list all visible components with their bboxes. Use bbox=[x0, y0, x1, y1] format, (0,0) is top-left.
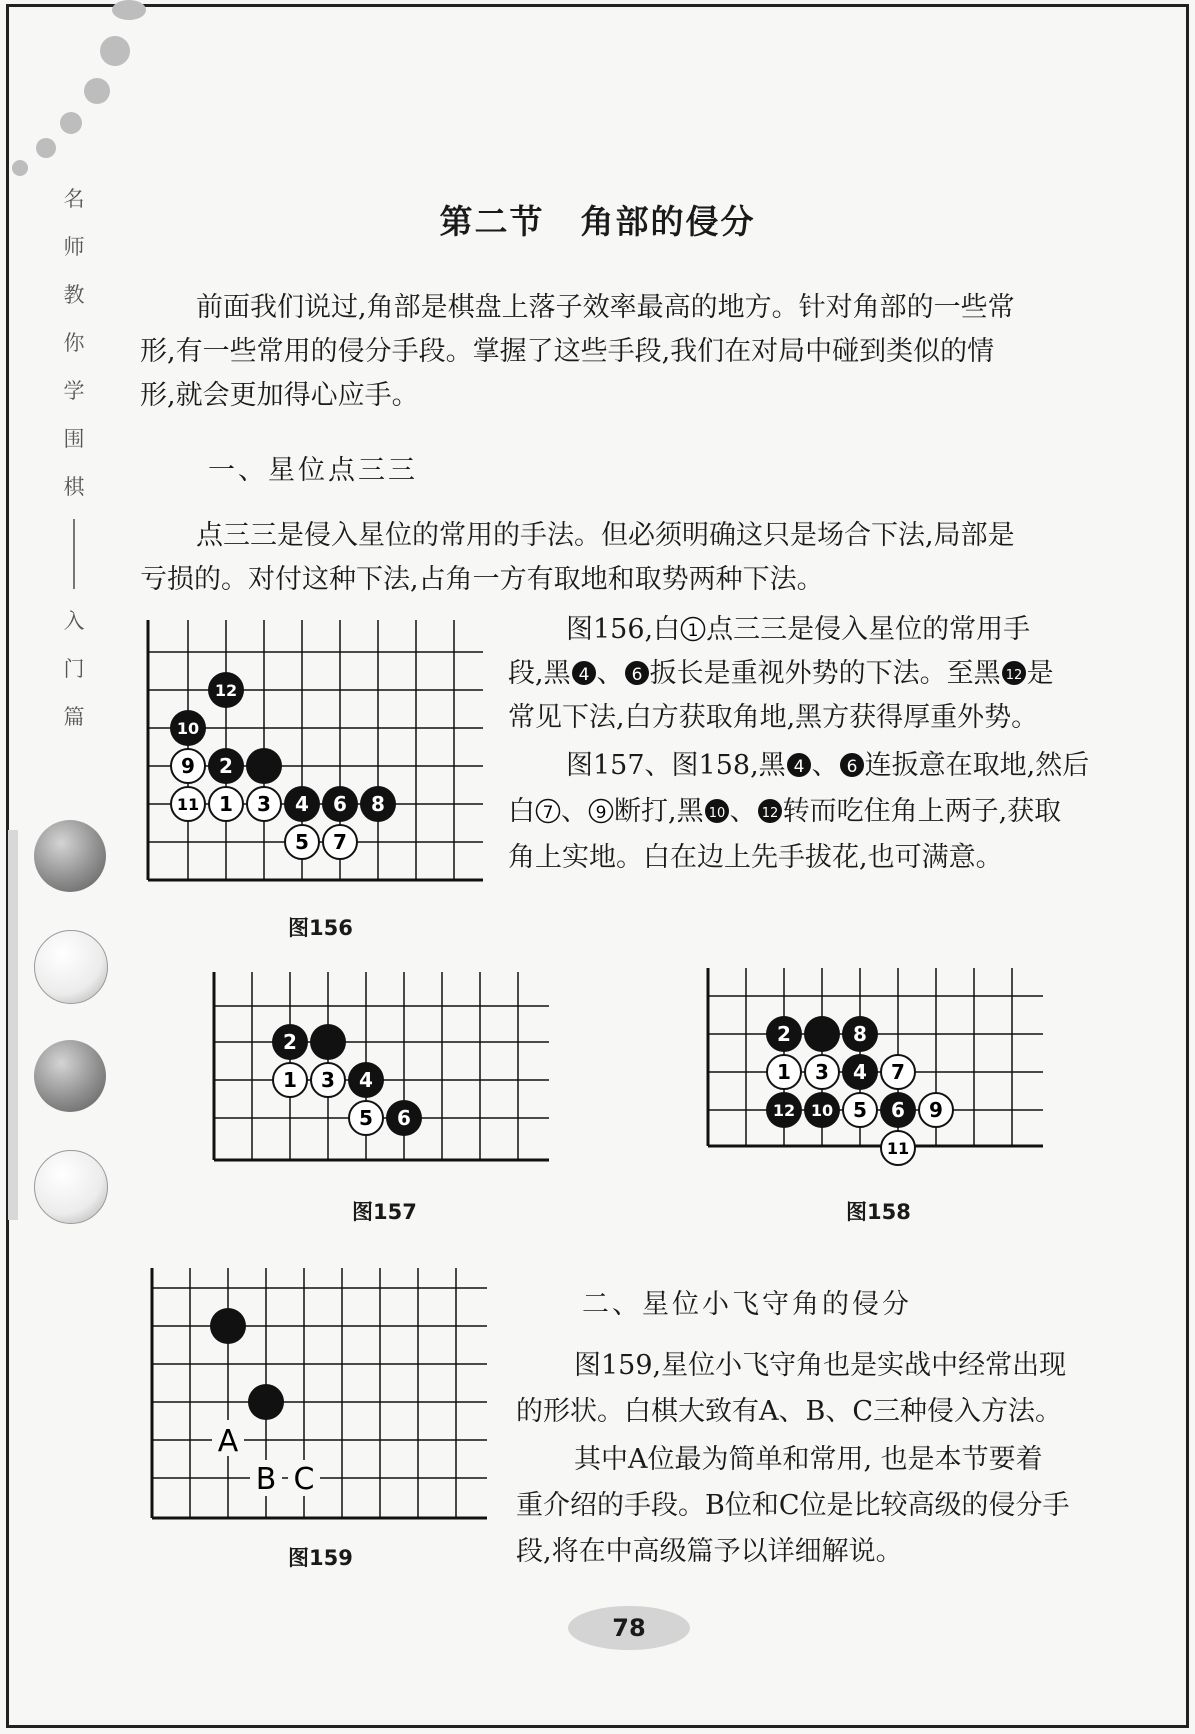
inline-stone-number: 1 bbox=[687, 621, 699, 641]
para-fig156-line: 段,黑 4 、 6 扳长是重视外势的下法。至黑 12 是 bbox=[508, 658, 1054, 689]
stone-label: 9 bbox=[181, 754, 195, 778]
stone-label: 10 bbox=[810, 1101, 834, 1120]
decorative-gray-stone bbox=[34, 1040, 106, 1112]
go-diagram-fig158 bbox=[708, 968, 1048, 1168]
decorative-white-stone bbox=[34, 1150, 108, 1224]
stone-label: 5 bbox=[359, 1106, 373, 1130]
stone-label: 2 bbox=[777, 1022, 791, 1046]
stone bbox=[348, 1062, 384, 1098]
go-diagram-fig156 bbox=[148, 620, 488, 882]
stone bbox=[880, 1092, 916, 1128]
stone-label: 4 bbox=[853, 1060, 867, 1084]
para-fig156-line: 图156,白 1 点三三是侵入星位的常用手 bbox=[566, 614, 1031, 645]
para-fig156-line: 常见下法,白方获取角地,黑方获得厚重外势。 bbox=[508, 702, 1039, 733]
figure-caption: 图159 bbox=[288, 1546, 353, 1570]
stone-label: 11 bbox=[176, 795, 200, 814]
stone bbox=[804, 1092, 840, 1128]
inline-stone-number: 10 bbox=[708, 806, 725, 821]
stone bbox=[284, 786, 320, 822]
intro-line: 形,就会更加得心应手。 bbox=[140, 380, 419, 411]
stone bbox=[386, 1100, 422, 1136]
spine-char: 棋 bbox=[63, 475, 85, 499]
para-fig157-line: 白 7 、 9 断打,黑 10 、 12 转而吃住角上两子,获取 bbox=[508, 796, 1062, 827]
stone bbox=[311, 1063, 345, 1097]
spine-char: 你 bbox=[63, 331, 85, 355]
stone bbox=[881, 1055, 915, 1089]
go-diagram-fig159 bbox=[152, 1268, 492, 1520]
stone-label: 7 bbox=[891, 1060, 905, 1084]
para-line: 重介绍的手段。B位和C位是比较高级的侵分手 bbox=[516, 1490, 1070, 1521]
book-spine-title bbox=[56, 175, 92, 741]
spine-char: 学 bbox=[63, 379, 85, 403]
stone bbox=[171, 749, 205, 783]
stone bbox=[209, 787, 243, 821]
stone bbox=[310, 1024, 346, 1060]
stone bbox=[766, 1016, 802, 1052]
stone bbox=[285, 825, 319, 859]
stone-label: 4 bbox=[359, 1068, 373, 1092]
stone-label: 1 bbox=[219, 792, 233, 816]
inline-stone-number: 9 bbox=[595, 803, 607, 823]
inline-black-stone-icon bbox=[624, 660, 650, 686]
spine-char: 教 bbox=[63, 283, 85, 307]
stone bbox=[272, 1024, 308, 1060]
stone bbox=[766, 1092, 802, 1128]
decorative-gray-stone bbox=[34, 820, 106, 892]
stone bbox=[323, 825, 357, 859]
inline-white-stone-icon bbox=[588, 798, 614, 824]
decorative-dot bbox=[100, 36, 130, 66]
stone-label: 6 bbox=[333, 792, 347, 816]
stone bbox=[208, 748, 244, 784]
spine-char: 篇 bbox=[63, 705, 85, 729]
spine-char: 师 bbox=[63, 235, 85, 259]
stone bbox=[170, 710, 206, 746]
page-number: 78 bbox=[568, 1606, 690, 1650]
spine-char: 入 bbox=[63, 609, 85, 633]
inline-black-stone-icon bbox=[1001, 660, 1027, 686]
stone bbox=[349, 1101, 383, 1135]
figure-caption: 图156 bbox=[288, 916, 353, 940]
inline-black-stone-icon bbox=[757, 798, 783, 824]
stone-label: 3 bbox=[815, 1060, 829, 1084]
inline-black-stone-icon bbox=[571, 660, 597, 686]
stone-label: 6 bbox=[891, 1098, 905, 1122]
intro-line: 形,有一些常用的侵分手段。掌握了这些手段,我们在对局中碰到类似的情 bbox=[140, 336, 995, 367]
stone bbox=[322, 786, 358, 822]
stone bbox=[210, 1308, 246, 1344]
para-fig157-line: 图157、图158,黑 4 、 6 连扳意在取地,然后 bbox=[566, 750, 1090, 781]
stone bbox=[842, 1054, 878, 1090]
stone bbox=[273, 1063, 307, 1097]
stone bbox=[805, 1055, 839, 1089]
stone-label: 3 bbox=[321, 1068, 335, 1092]
stone-label: 8 bbox=[371, 792, 385, 816]
stone-label: 2 bbox=[283, 1030, 297, 1054]
decorative-dot bbox=[36, 138, 56, 158]
stone bbox=[247, 787, 281, 821]
stone-label: 12 bbox=[772, 1101, 796, 1120]
subheading-1: 一、星位点三三 bbox=[208, 455, 418, 486]
stone-label: 6 bbox=[397, 1106, 411, 1130]
para-line: 的形状。白棋大致有A、B、C三种侵入方法。 bbox=[516, 1396, 1062, 1427]
inline-stone-number: 4 bbox=[793, 757, 805, 777]
stone-label: 11 bbox=[886, 1139, 910, 1158]
inline-black-stone-icon bbox=[839, 752, 865, 778]
point-label-b: B bbox=[255, 1462, 277, 1497]
para-line: 点三三是侵入星位的常用的手法。但必须明确这只是场合下法,局部是 bbox=[196, 520, 1015, 551]
inline-white-stone-icon bbox=[535, 798, 561, 824]
stone bbox=[246, 748, 282, 784]
stone bbox=[171, 787, 205, 821]
subheading-2: 二、星位小飞守角的侵分 bbox=[582, 1289, 912, 1320]
stone bbox=[881, 1131, 915, 1165]
stone-label: 1 bbox=[283, 1068, 297, 1092]
stone-label: 12 bbox=[214, 681, 238, 700]
stone bbox=[843, 1093, 877, 1127]
decorative-dot bbox=[60, 112, 82, 134]
stone bbox=[208, 672, 244, 708]
side-band bbox=[8, 830, 18, 1220]
point-label-c: C bbox=[293, 1462, 315, 1497]
stone-label: 1 bbox=[777, 1060, 791, 1084]
stone bbox=[804, 1016, 840, 1052]
stone-label: 9 bbox=[929, 1098, 943, 1122]
stone bbox=[248, 1384, 284, 1420]
stone-label: 4 bbox=[295, 792, 309, 816]
decorative-white-stone bbox=[34, 930, 108, 1004]
stone-label: 10 bbox=[176, 719, 200, 738]
decorative-dot bbox=[12, 160, 28, 176]
stone bbox=[919, 1093, 953, 1127]
go-diagram-fig157 bbox=[214, 972, 554, 1162]
stone-label: 7 bbox=[333, 830, 347, 854]
stone bbox=[842, 1016, 878, 1052]
para-line: 其中A位最为简单和常用, 也是本节要着 bbox=[574, 1444, 1043, 1475]
decorative-dot bbox=[84, 78, 110, 104]
inline-stone-number: 12 bbox=[1005, 668, 1022, 683]
para-line: 亏损的。对付这种下法,占角一方有取地和取势两种下法。 bbox=[140, 564, 824, 595]
figure-caption: 图157 bbox=[352, 1200, 417, 1224]
section-title: 第二节 角部的侵分 bbox=[439, 202, 756, 241]
stone-label: 3 bbox=[257, 792, 271, 816]
para-line: 图159,星位小飞守角也是实战中经常出现 bbox=[574, 1350, 1067, 1381]
inline-stone-number: 12 bbox=[761, 806, 778, 821]
decorative-dot bbox=[112, 0, 146, 20]
figure-caption: 图158 bbox=[846, 1200, 911, 1224]
spine-char: 围 bbox=[63, 427, 85, 451]
inline-stone-number: 6 bbox=[846, 757, 858, 777]
stone-label: 5 bbox=[295, 830, 309, 854]
inline-white-stone-icon bbox=[680, 616, 706, 642]
para-fig157-line: 角上实地。白在边上先手拔花,也可满意。 bbox=[508, 842, 1003, 873]
para-line: 段,将在中高级篇予以详细解说。 bbox=[516, 1536, 903, 1567]
spine-char: 名 bbox=[63, 187, 85, 211]
stone bbox=[767, 1055, 801, 1089]
point-label-a: A bbox=[217, 1424, 239, 1459]
stone-label: 5 bbox=[853, 1098, 867, 1122]
stone-label: 8 bbox=[853, 1022, 867, 1046]
intro-line: 前面我们说过,角部是棋盘上落子效率最高的地方。针对角部的一些常 bbox=[196, 292, 1015, 323]
inline-black-stone-icon bbox=[786, 752, 812, 778]
inline-stone-number: 6 bbox=[631, 665, 643, 685]
stone-label: 2 bbox=[219, 754, 233, 778]
inline-black-stone-icon bbox=[704, 798, 730, 824]
spine-divider bbox=[73, 519, 75, 589]
inline-stone-number: 7 bbox=[542, 803, 554, 823]
inline-stone-number: 4 bbox=[578, 665, 590, 685]
stone bbox=[360, 786, 396, 822]
spine-char: 门 bbox=[63, 657, 85, 681]
